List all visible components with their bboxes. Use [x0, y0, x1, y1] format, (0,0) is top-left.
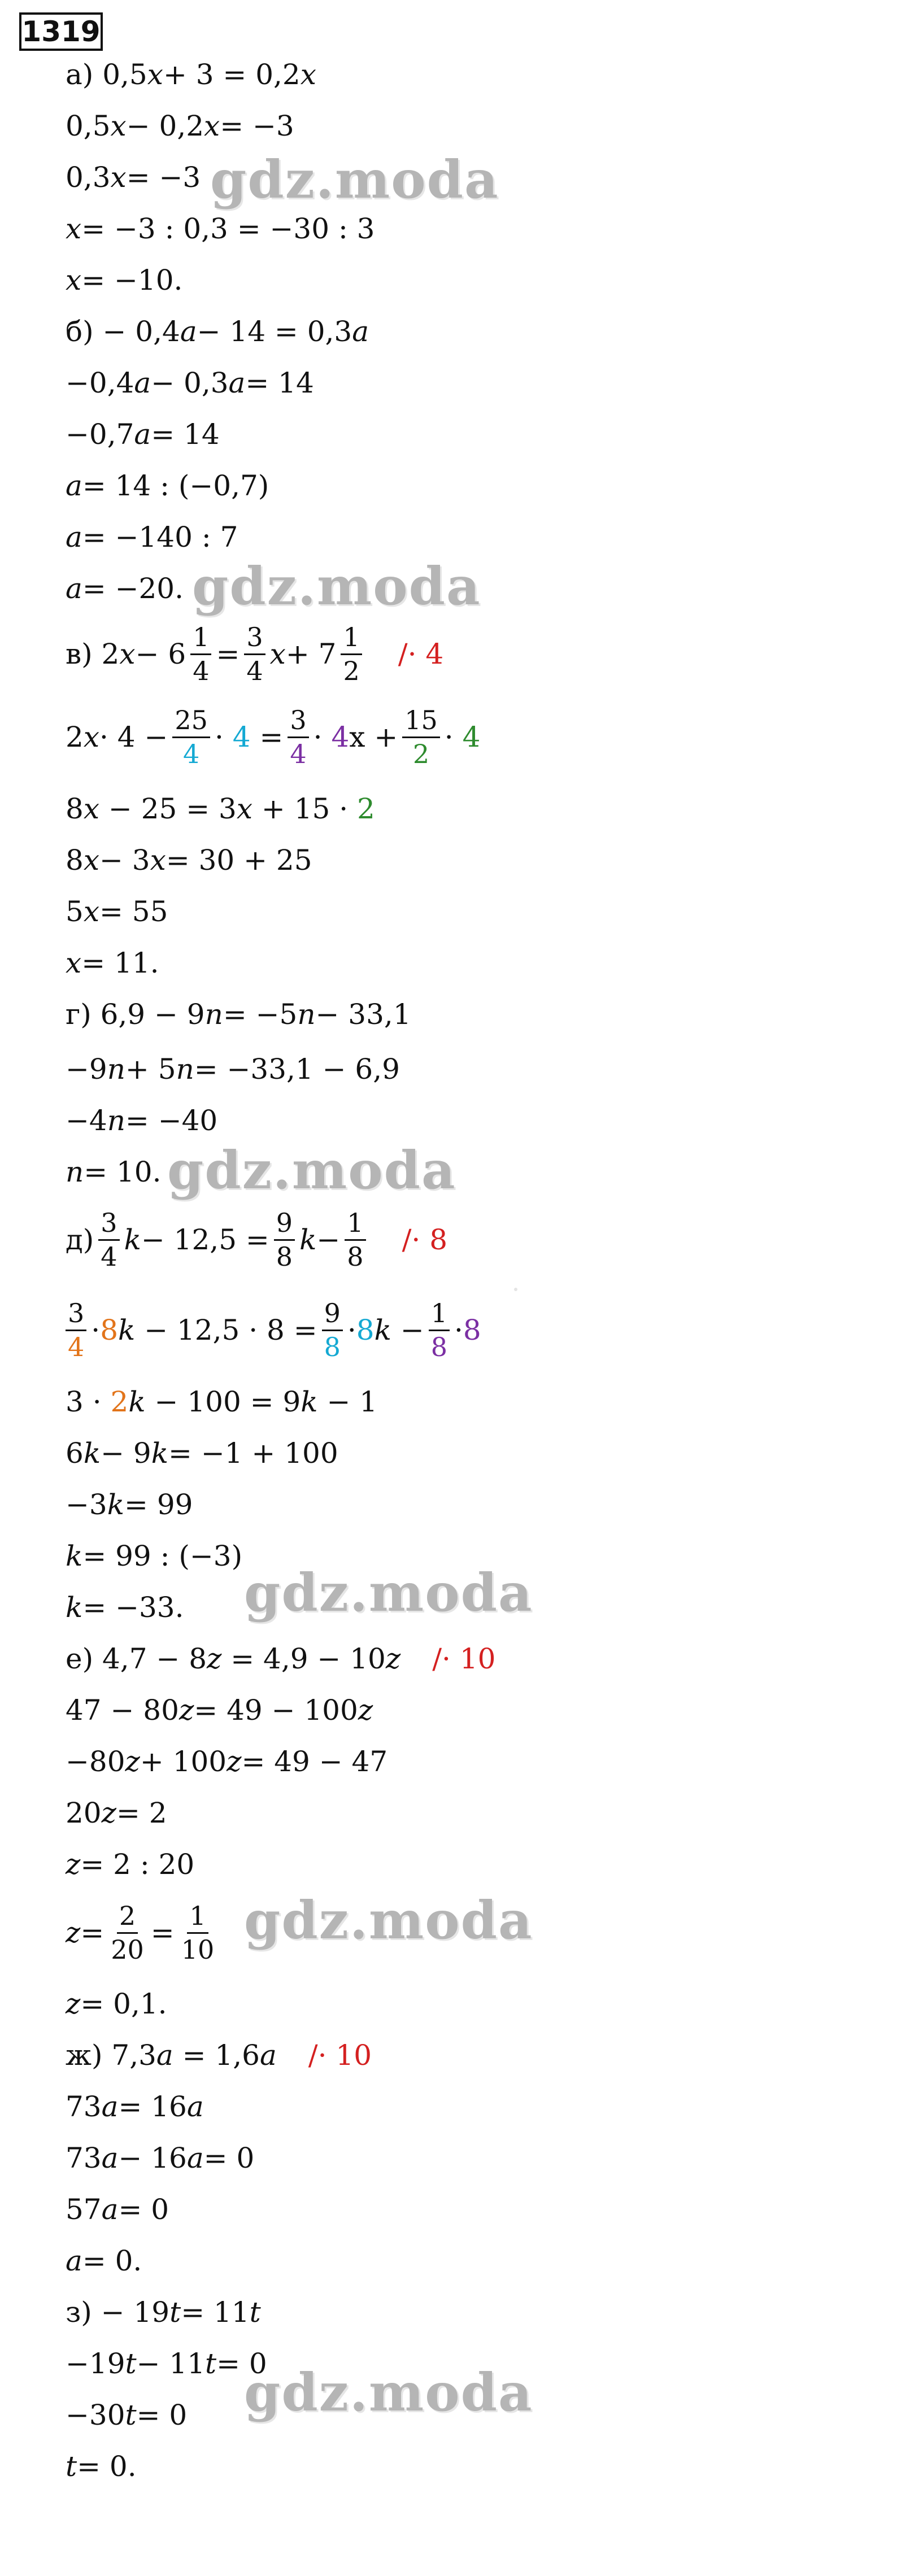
eq-a-4: x = −3 : 0,3 = −30 : 3	[66, 212, 375, 245]
multiplier-note: /· 8	[402, 1223, 448, 1256]
eq-b-1: б) − 0,4 a − 14 = 0,3 a	[66, 315, 369, 348]
eq-zh-3: 73 a − 16 a = 0	[66, 2142, 255, 2174]
fraction: $\frac{2}{20}$	[111, 1901, 144, 1965]
eq-zh-5: a = 0.	[66, 2244, 142, 2277]
exercise-number: 1319	[19, 12, 103, 51]
fraction: 3 4	[98, 1209, 119, 1270]
eq-e-4: 20 z = 2	[66, 1797, 167, 1829]
eq-z-3: −30 t = 0	[66, 2399, 188, 2431]
eq-d-6: k = 99 : (−3)	[66, 1540, 243, 1572]
eq-g-3: −4 n = −40	[66, 1104, 218, 1137]
eq-v-1-text: в) 2 x − 6	[66, 638, 186, 670]
eq-b-6: a = −20.	[66, 572, 184, 605]
fraction: $\frac{1}{4}$	[190, 624, 211, 685]
multiplier-note: /· 10	[432, 1642, 496, 1675]
fraction: $\frac{1}{8}$	[429, 1300, 450, 1361]
eq-b-3: −0,7 a = 14	[66, 418, 220, 451]
fraction: $\frac{9}{8}$	[274, 1209, 295, 1270]
eq-v-6: x = 11.	[66, 947, 159, 979]
eq-d-7: k = −33.	[66, 1591, 184, 1624]
eq-d-5: −3 k = 99	[66, 1488, 193, 1521]
eq-d-4: 6 k − 9 k = −1 + 100	[66, 1437, 338, 1470]
watermark: gdz.moda	[244, 1562, 533, 1623]
eq-v-4: 8 x − 3 x = 30 + 25	[66, 844, 312, 877]
eq-a-2: 0,5 x − 0,2 x = −3	[66, 110, 294, 142]
eq-v-3: 8x − 25 = 3x + 15 · 2	[66, 792, 375, 825]
eq-e-5: z = 2 : 20	[66, 1848, 195, 1881]
fraction: $\frac{3}{4}$	[244, 624, 265, 685]
smudge	[514, 1288, 517, 1291]
eq-z-1: з) − 19 t = 11 t	[66, 2296, 261, 2329]
eq-v-1: в) 2 x − 6 $\frac{1}{4}$ = $\frac{3}{4}$ x + 7 1 2 /· 4	[66, 622, 444, 686]
eq-d-2: 3 4 · 8 k − 12,5 · 8 = $\frac{9}{8}$ · 8 k − $\frac{1}{8}$ · 8	[66, 1293, 481, 1367]
eq-e-7: z = 0,1.	[66, 1987, 167, 2020]
multiplier-note: /· 4	[398, 638, 444, 670]
eq-g-1: г) 6,9 − 9 n = −5 n − 33,1	[66, 998, 411, 1031]
eq-z-4: t = 0.	[66, 2450, 137, 2483]
eq-a-1: а) 0,5 x + 3 = 0,2 x	[66, 58, 316, 91]
eq-e-6: z = $\frac{2}{20}$ = $\frac{1}{10}$	[66, 1896, 221, 1969]
eq-zh-4: 57 a = 0	[66, 2193, 169, 2226]
eq-g-2: −9 n + 5 n = −33,1 − 6,9	[66, 1053, 400, 1086]
multiplier-note: /· 10	[308, 2039, 372, 2072]
fraction: $\frac{15}{2}$	[402, 707, 440, 768]
eq-zh-1: ж) 7,3a = 1,6a /· 10	[66, 2039, 372, 2072]
eq-zh-2: 73 a = 16 a	[66, 2090, 204, 2123]
watermark: gdz.moda	[167, 1140, 456, 1201]
eq-a-3: 0,3 x = −3	[66, 161, 201, 194]
eq-b-2: −0,4 a − 0,3 a = 14	[66, 367, 314, 399]
fraction: $\frac{25}{4}$	[172, 707, 210, 768]
eq-z-2: −19 t − 11 t = 0	[66, 2347, 267, 2380]
eq-v-5: 5 x = 55	[66, 895, 168, 928]
eq-v-2: 2 x · 4 − $\frac{25}{4}$ · 4 = $\frac{3}{4}$ · 4 x + $\frac{15}{2}$ · 4	[66, 705, 481, 769]
eq-e-2: 47 − 80 z = 49 − 100 z	[66, 1694, 373, 1727]
fraction: $\frac{9}{8}$	[322, 1300, 343, 1361]
fraction: $\frac{1}{10}$	[181, 1901, 215, 1965]
watermark: gdz.moda	[210, 149, 499, 210]
eq-b-4: a = 14 : (−0,7)	[66, 469, 269, 502]
eq-b-5: a = −140 : 7	[66, 521, 238, 553]
eq-d-3: 3 · 2 k − 100 = 9k − 1	[66, 1385, 378, 1418]
fraction: 1 2	[341, 624, 362, 685]
eq-d-1: д) 3 4 k − 12,5 = $\frac{9}{8}$ k − $\frac{1}{8}$ /· 8	[66, 1208, 448, 1272]
watermark: gdz.moda	[244, 2362, 533, 2423]
eq-g-4: n = 10.	[66, 1156, 162, 1188]
eq-a-5: x = −10.	[66, 264, 183, 297]
fraction: 3 4	[66, 1300, 86, 1361]
eq-e-3: −80 z + 100 z = 49 − 47	[66, 1745, 388, 1778]
watermark: gdz.moda	[244, 1890, 533, 1951]
fraction: $\frac{1}{8}$	[345, 1209, 365, 1270]
fraction: $\frac{3}{4}$	[288, 707, 308, 768]
watermark: gdz.moda	[192, 556, 481, 617]
eq-e-1: е) 4,7 − 8z = 4,9 − 10z /· 10	[66, 1642, 496, 1675]
